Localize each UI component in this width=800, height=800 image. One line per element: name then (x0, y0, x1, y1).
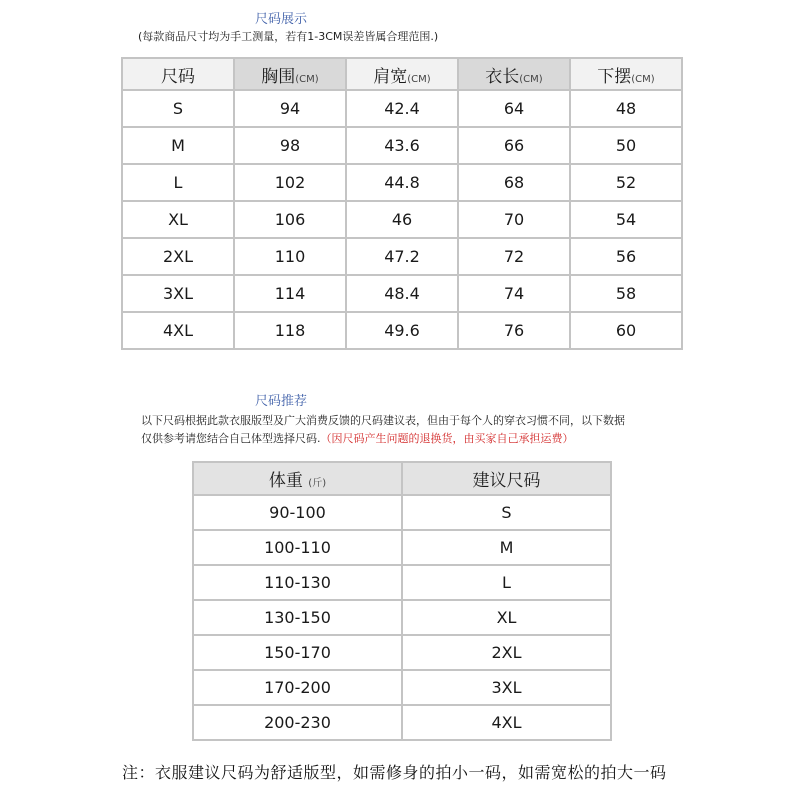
recommend-description (141, 412, 681, 448)
cell-hem: 48 (570, 90, 682, 127)
recommend-line-1: 以下尺码根据此款衣服版型及广大消费反馈的尺码建议表，但由于每个人的穿衣习惯不同，以下数据 (141, 414, 625, 427)
cell-length: 76 (458, 312, 570, 349)
header-chest (234, 58, 346, 90)
table-row (193, 600, 611, 635)
cell-weight: 100-110 (193, 530, 402, 565)
cell-size: 4XL (122, 312, 234, 349)
header-unit: (CM) (519, 73, 543, 85)
cell-chest: 102 (234, 164, 346, 201)
cell-length: 74 (458, 275, 570, 312)
cell-hem: 52 (570, 164, 682, 201)
cell-shoulder: 46 (346, 201, 458, 238)
size-chart-header-row (122, 58, 682, 90)
header-label: 尺码 (161, 66, 195, 87)
header-unit: (CM) (295, 73, 319, 85)
size-recommend-table (192, 461, 612, 741)
table-row (193, 495, 611, 530)
table-row (193, 635, 611, 670)
cell-shoulder: 44.8 (346, 164, 458, 201)
header-suggested-size (402, 462, 611, 495)
header-size (122, 58, 234, 90)
cell-weight: 150-170 (193, 635, 402, 670)
header-unit: (斤) (308, 478, 327, 489)
cell-length: 70 (458, 201, 570, 238)
cell-shoulder: 42.4 (346, 90, 458, 127)
cell-chest: 98 (234, 127, 346, 164)
table-row (122, 164, 682, 201)
cell-weight: 200-230 (193, 705, 402, 740)
cell-length: 66 (458, 127, 570, 164)
table-row (122, 201, 682, 238)
cell-chest: 106 (234, 201, 346, 238)
recommend-line-2 (141, 430, 681, 448)
fit-footnote: 注：衣服建议尺码为舒适版型，如需修身的拍小一码，如需宽松的拍大一码 (122, 763, 667, 782)
cell-hem: 56 (570, 238, 682, 275)
table-row (122, 275, 682, 312)
recommend-line-2-text: 仅供参考请您结合自己体型选择尺码. (141, 432, 321, 445)
header-label: 肩宽 (373, 66, 408, 87)
table-row (193, 530, 611, 565)
header-label: 下摆 (597, 66, 632, 87)
cell-size: S (122, 90, 234, 127)
cell-hem: 60 (570, 312, 682, 349)
header-label: 建议尺码 (472, 471, 541, 491)
header-hem (570, 58, 682, 90)
cell-hem: 50 (570, 127, 682, 164)
cell-chest: 110 (234, 238, 346, 275)
header-length (458, 58, 570, 90)
recommend-header-row (193, 462, 611, 495)
cell-shoulder: 43.6 (346, 127, 458, 164)
cell-length: 64 (458, 90, 570, 127)
header-unit: (CM) (631, 73, 655, 85)
cell-suggested-size: 4XL (402, 705, 611, 740)
cell-hem: 58 (570, 275, 682, 312)
measurement-note: (每款商品尺寸均为手工测量，若有1-3CM误差皆属合理范围.) (138, 30, 439, 43)
header-shoulder (346, 58, 458, 90)
cell-weight: 170-200 (193, 670, 402, 705)
cell-chest: 94 (234, 90, 346, 127)
cell-shoulder: 48.4 (346, 275, 458, 312)
table-row (122, 312, 682, 349)
table-row (122, 90, 682, 127)
cell-suggested-size: 3XL (402, 670, 611, 705)
cell-size: XL (122, 201, 234, 238)
table-row (193, 670, 611, 705)
cell-suggested-size: XL (402, 600, 611, 635)
cell-size: L (122, 164, 234, 201)
cell-weight: 110-130 (193, 565, 402, 600)
cell-weight: 90-100 (193, 495, 402, 530)
cell-length: 68 (458, 164, 570, 201)
size-display-title: 尺码展示 (255, 12, 308, 27)
header-label: 体重 (268, 471, 303, 491)
table-row (193, 565, 611, 600)
table-row (193, 705, 611, 740)
cell-chest: 118 (234, 312, 346, 349)
table-row (122, 238, 682, 275)
size-recommend-title: 尺码推荐 (255, 394, 308, 409)
header-unit: (CM) (407, 73, 431, 85)
cell-hem: 54 (570, 201, 682, 238)
cell-shoulder: 49.6 (346, 312, 458, 349)
cell-size: 3XL (122, 275, 234, 312)
cell-weight: 130-150 (193, 600, 402, 635)
header-label: 衣长 (485, 66, 520, 87)
return-shipping-warning: （因尺码产生问题的退换货，由买家自己承担运费） (320, 432, 574, 445)
cell-suggested-size: L (402, 565, 611, 600)
table-row (122, 127, 682, 164)
cell-shoulder: 47.2 (346, 238, 458, 275)
cell-suggested-size: S (402, 495, 611, 530)
cell-suggested-size: 2XL (402, 635, 611, 670)
cell-size: 2XL (122, 238, 234, 275)
cell-length: 72 (458, 238, 570, 275)
cell-chest: 114 (234, 275, 346, 312)
header-weight (193, 462, 402, 495)
header-label: 胸围 (261, 66, 296, 87)
cell-size: M (122, 127, 234, 164)
size-chart-table (121, 57, 683, 350)
cell-suggested-size: M (402, 530, 611, 565)
